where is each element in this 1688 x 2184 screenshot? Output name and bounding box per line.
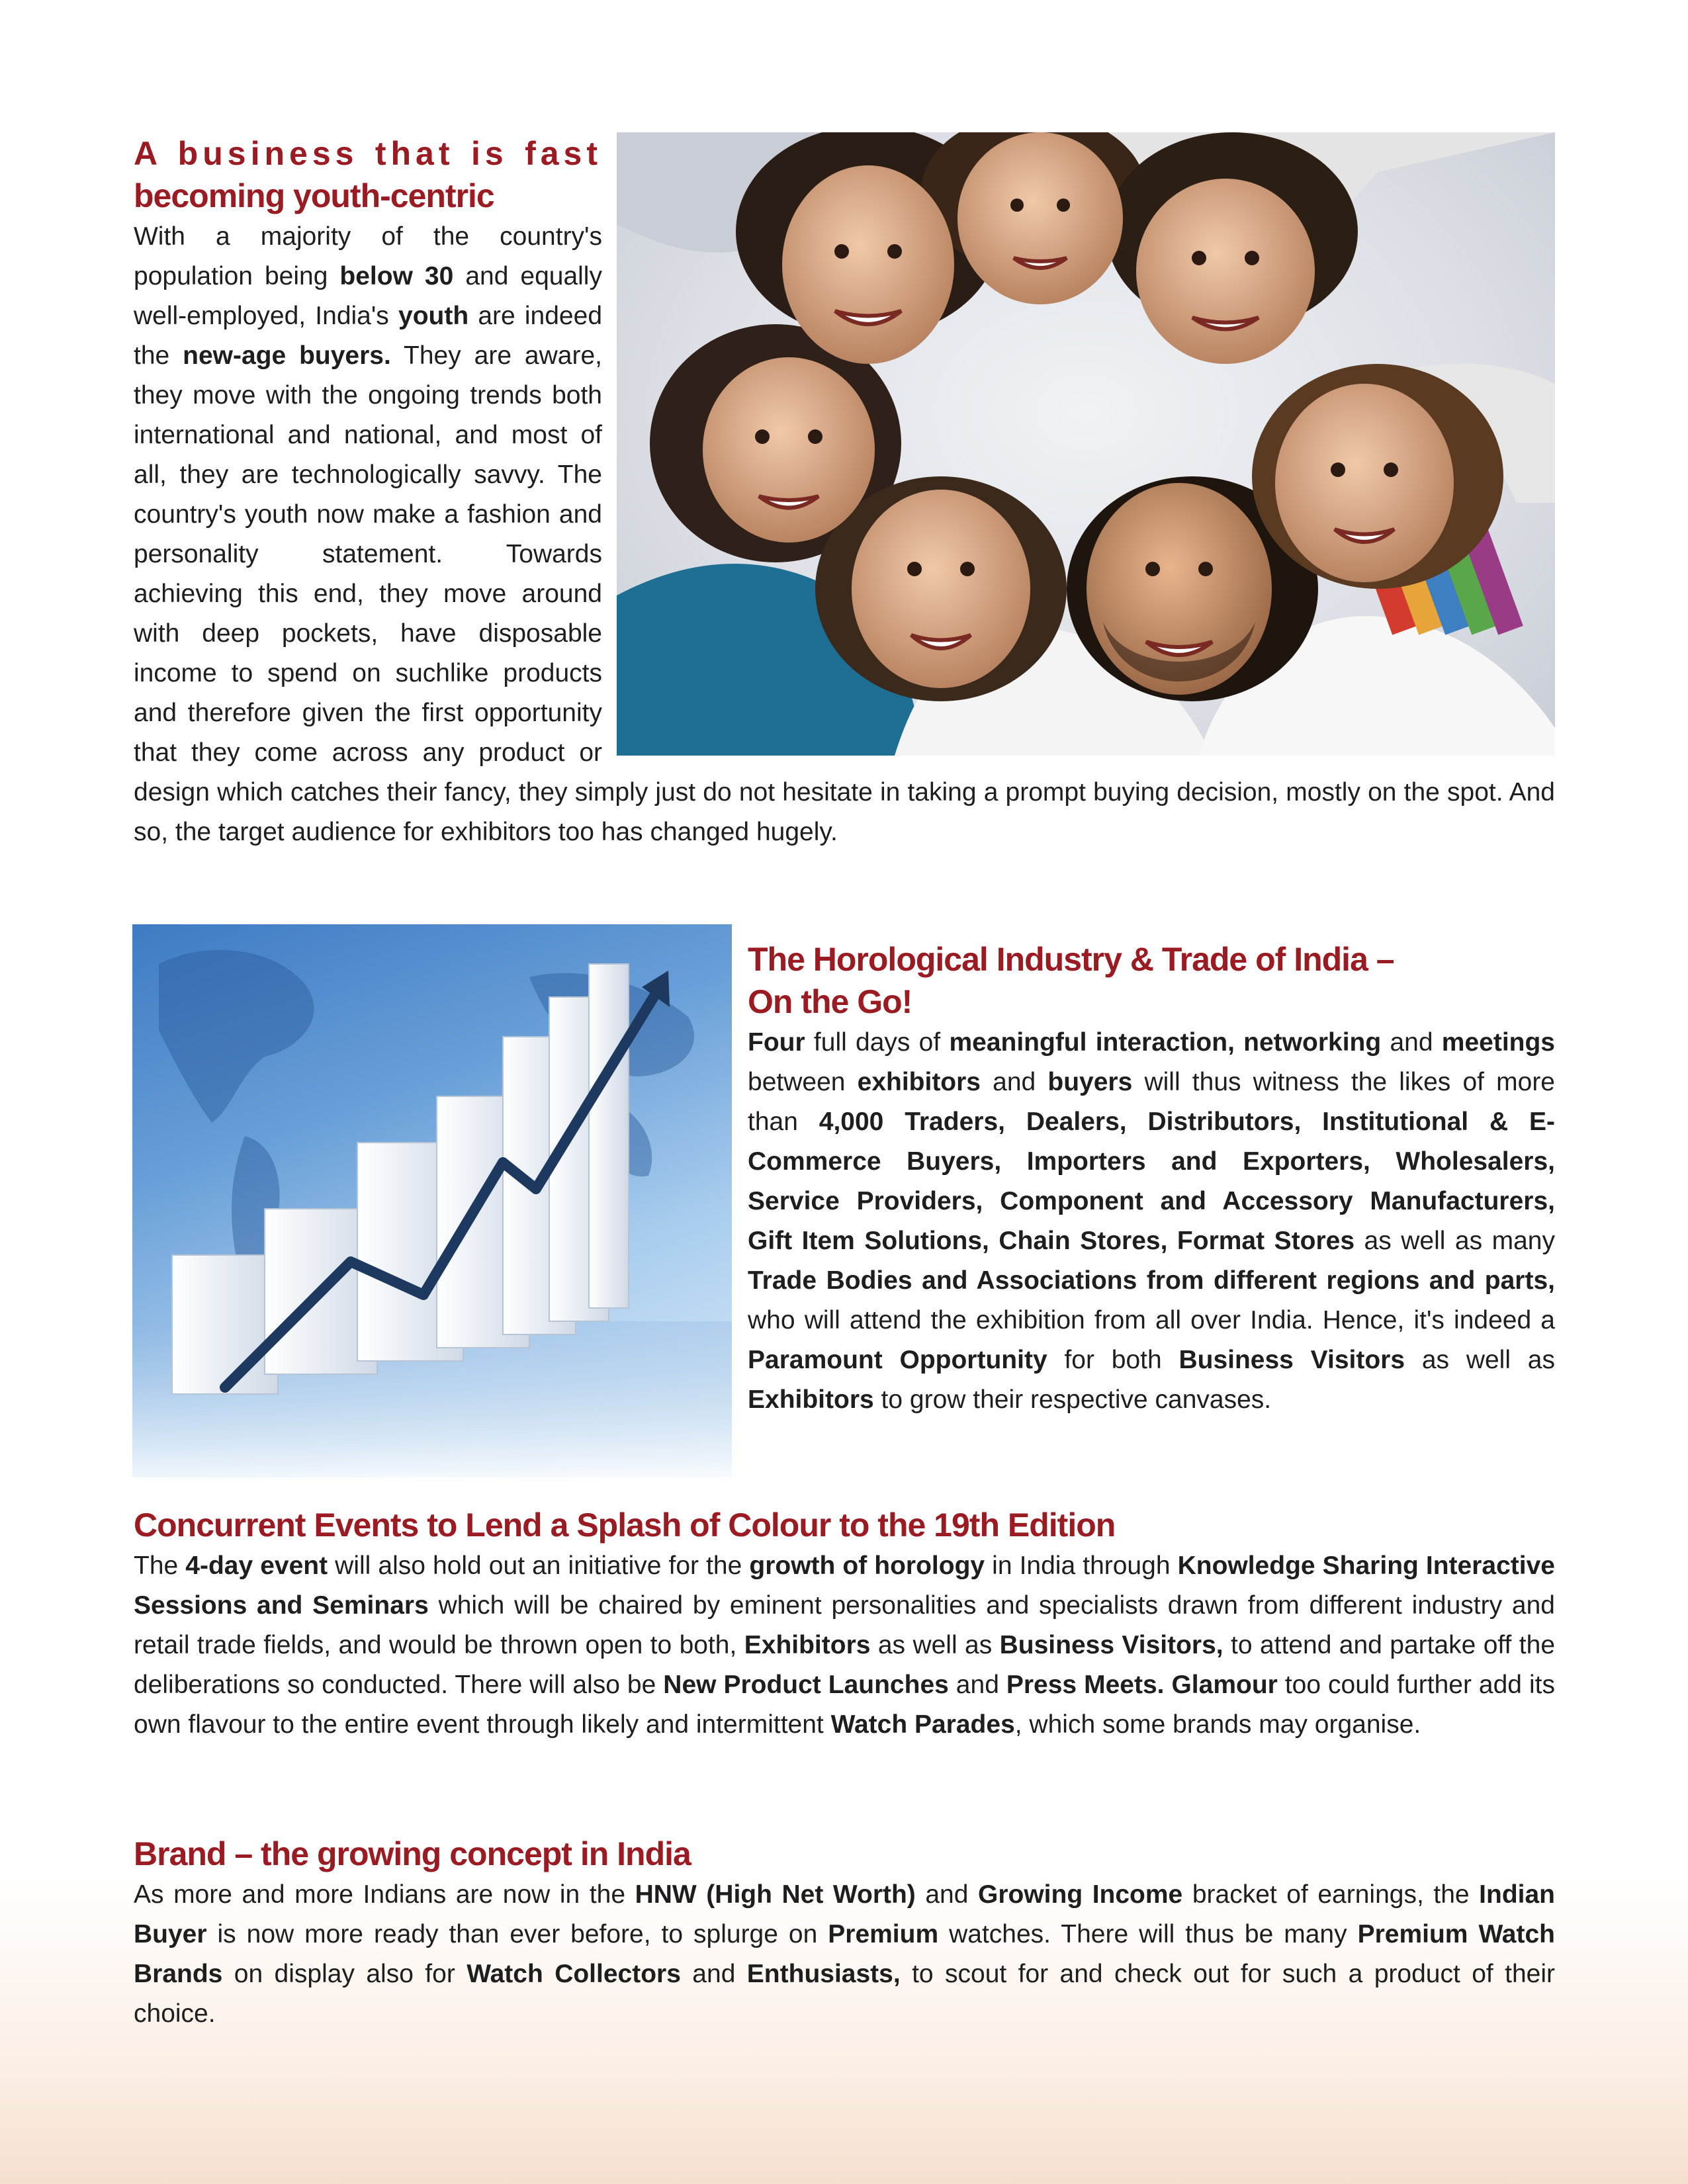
text-run: and bbox=[1381, 1028, 1442, 1057]
brand-heading: Brand – the growing concept in India bbox=[134, 1835, 691, 1872]
text-run: who will attend the exhibition from all over India. Hence, it's indeed a bbox=[748, 1306, 1555, 1334]
section-concurrent-events bbox=[134, 1504, 1555, 1745]
text-run: to scout for and check out for such a product of their choice. bbox=[134, 1960, 1555, 2028]
text-run-bold: exhibitors bbox=[857, 1068, 981, 1096]
youth-heading-line1: A business that is fast bbox=[134, 135, 602, 172]
youth-group-illustration bbox=[617, 132, 1555, 756]
horological-paragraph bbox=[748, 1023, 1555, 1420]
text-run-bold: Indian Buyer bbox=[134, 1880, 1555, 1948]
text-run: full days of bbox=[805, 1028, 950, 1057]
text-run: is now more ready than ever before, to splurge on bbox=[206, 1920, 828, 1948]
text-run-bold: Exhibitors bbox=[744, 1631, 871, 1659]
text-run: on display also for bbox=[222, 1960, 467, 1988]
text-run-bold: youth bbox=[398, 302, 469, 330]
text-run: and bbox=[948, 1671, 1006, 1699]
text-run-bold: Glamour bbox=[1171, 1671, 1278, 1699]
text-run-bold: Enthusiasts, bbox=[746, 1960, 901, 1988]
text-run: bracket of earnings, the bbox=[1182, 1880, 1480, 1909]
text-run-bold: Watch Collectors bbox=[466, 1960, 681, 1988]
section-brand-concept bbox=[134, 1833, 1555, 2034]
text-run-bold: Business Visitors bbox=[1178, 1346, 1405, 1374]
text-run-bold: Trade Bodies and Associations from different regions and parts, bbox=[748, 1266, 1555, 1295]
text-run: will thus witness the likes of more than bbox=[748, 1068, 1555, 1136]
horological-heading bbox=[748, 938, 1555, 1023]
text-run: in India through bbox=[985, 1551, 1178, 1580]
text-run: which will be chaired by eminent personalities and specialists drawn from different industry and retail trade fields, and would be thrown open to both, bbox=[134, 1591, 1555, 1659]
text-run: With a majority of the country's population being bbox=[134, 222, 602, 290]
text-run: are indeed the bbox=[134, 302, 603, 370]
text-run-bold: Paramount Opportunity bbox=[748, 1346, 1047, 1374]
text-run-bold: growth of horology bbox=[749, 1551, 985, 1580]
text-run: to grow their respective canvases. bbox=[873, 1385, 1272, 1414]
text-run-bold: Press Meets. bbox=[1006, 1671, 1165, 1699]
text-run: will also hold out an initiative for the bbox=[328, 1551, 750, 1580]
text-run-bold: Exhibitors bbox=[748, 1385, 874, 1414]
concurrent-events-paragraph bbox=[134, 1546, 1555, 1745]
text-run: to attend and partake off the deliberations so conducted. There will also be bbox=[134, 1631, 1556, 1699]
brand-paragraph bbox=[134, 1875, 1555, 2034]
text-run-bold: 4-day event bbox=[185, 1551, 328, 1580]
horological-heading-line2: On the Go! bbox=[748, 983, 912, 1020]
section-youth-centric bbox=[134, 132, 1555, 852]
text-run: and bbox=[981, 1068, 1048, 1096]
section-horological-industry bbox=[748, 938, 1555, 1420]
text-run-bold: Premium bbox=[828, 1920, 939, 1948]
text-run: As more and more Indians are now in the bbox=[134, 1880, 635, 1909]
text-run-bold: New Product Launches bbox=[663, 1671, 949, 1699]
youth-heading-line2: becoming youth-centric bbox=[134, 177, 494, 214]
text-run: The bbox=[134, 1551, 186, 1580]
text-run: watches. There will thus be many bbox=[938, 1920, 1358, 1948]
growth-chart-image bbox=[132, 924, 732, 1477]
text-run-bold: new-age buyers. bbox=[183, 341, 391, 370]
text-run bbox=[1164, 1671, 1171, 1699]
text-run-bold: Four bbox=[748, 1028, 805, 1057]
text-run-bold: Business Visitors, bbox=[999, 1631, 1223, 1659]
text-run: as well as many bbox=[1355, 1227, 1555, 1255]
text-run: too could further add its own flavour to the entire event through likely and intermittent bbox=[134, 1671, 1555, 1739]
text-run-bold: Growing Income bbox=[978, 1880, 1183, 1909]
text-run: and bbox=[680, 1960, 747, 1988]
text-run-bold: Watch Parades bbox=[830, 1710, 1015, 1739]
text-run: for both bbox=[1047, 1346, 1179, 1374]
text-run-bold: Knowledge Sharing Interactive Sessions and Seminars bbox=[134, 1551, 1555, 1620]
text-run-bold: meaningful interaction, networking bbox=[949, 1028, 1382, 1057]
text-run-bold: buyers bbox=[1047, 1068, 1133, 1096]
horological-heading-line1: The Horological Industry & Trade of India – bbox=[748, 941, 1394, 978]
text-run: and equally well-employed, India's bbox=[134, 262, 602, 330]
text-run-bold: HNW (High Net Worth) bbox=[635, 1880, 916, 1909]
text-run: and bbox=[915, 1880, 978, 1909]
concurrent-events-heading: Concurrent Events to Lend a Splash of Colour to the 19th Edition bbox=[134, 1507, 1116, 1544]
text-run: as well as bbox=[1405, 1346, 1555, 1374]
text-run: as well as bbox=[870, 1631, 1000, 1659]
text-run: They are aware, they move with the ongoing trends both international and national, and most of all, they are technologically savvy. The country's youth now make a fashion and personality statement. Towards achieving this end, they move around with deep pockets, have disposable income to spend on suchlike products and therefore given the first opportunity that they come across any product or design which catches their fancy, they simply just do not hesitate in taking a prompt buying decision, mostly on the spot. And so, the target audience for exhibitors too has changed hugely. bbox=[134, 341, 1555, 846]
text-run-bold: below 30 bbox=[339, 262, 454, 290]
youth-group-photo bbox=[617, 132, 1555, 756]
text-run-bold: meetings bbox=[1441, 1028, 1555, 1057]
growth-chart-illustration bbox=[132, 924, 732, 1477]
text-run: , which some brands may organise. bbox=[1014, 1710, 1421, 1739]
text-run-bold: Premium Watch Brands bbox=[134, 1920, 1555, 1988]
text-run-bold: 4,000 Traders, Dealers, Distributors, Institutional & E-Commerce Buyers, Importers and Exporters, Wholesalers, Service Providers, Component and Accessory Manufacturers, Gift Item Solutions, Chain Stores, Format Stores bbox=[748, 1108, 1555, 1255]
text-run: between bbox=[748, 1068, 858, 1096]
